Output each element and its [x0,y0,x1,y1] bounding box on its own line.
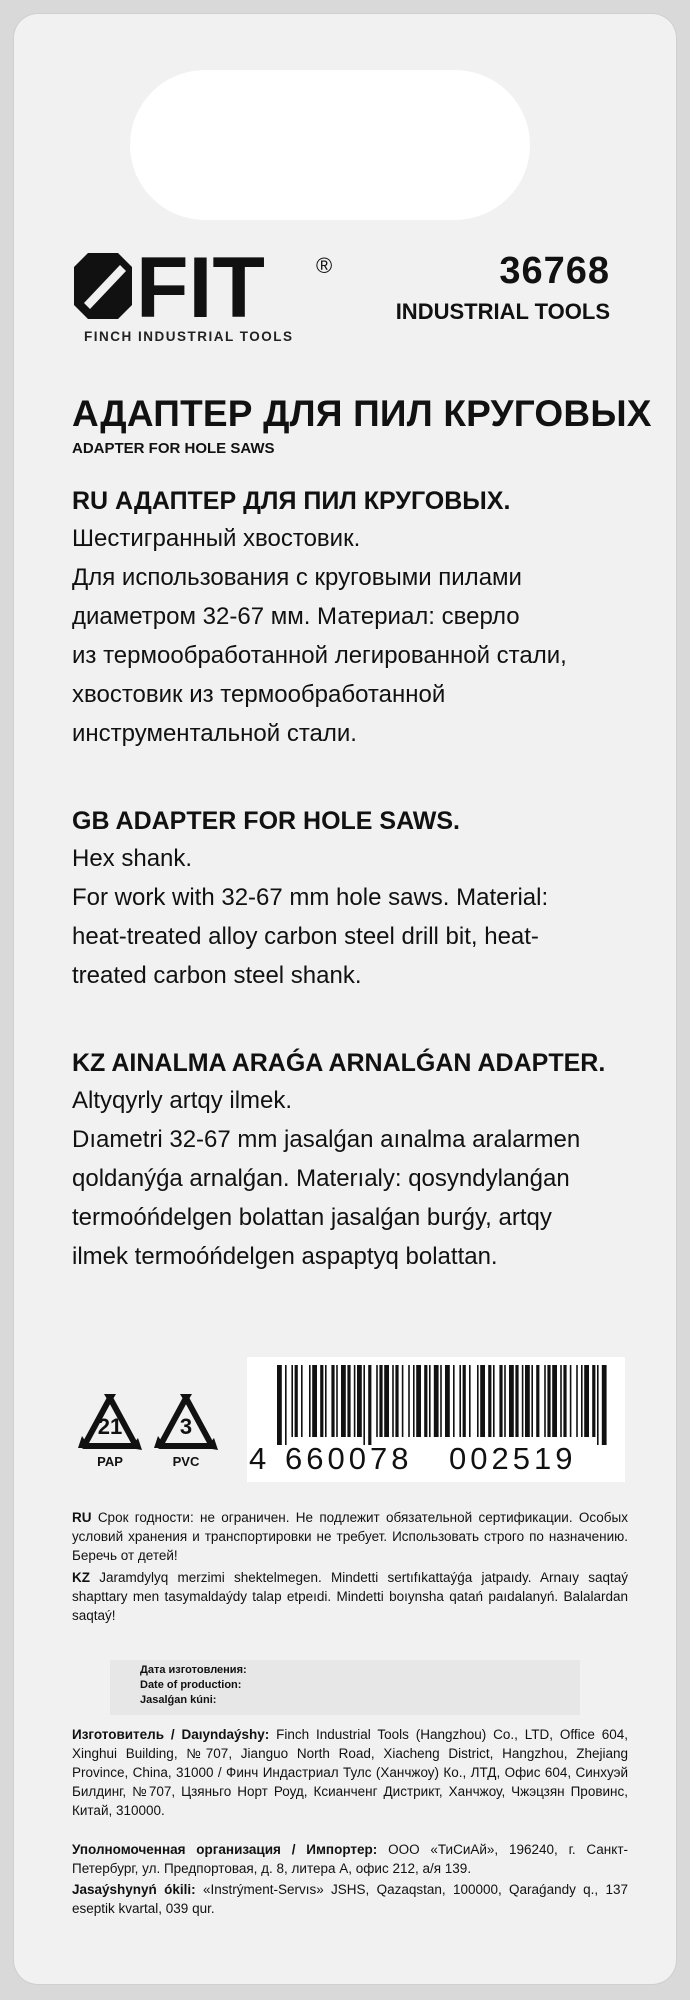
section-line: treated carbon steel shank. [72,962,362,989]
barcode-bar [504,1365,506,1437]
section-line: qoldanýǵa arnalǵan. Materıaly: qosyndylanǵan [72,1165,570,1192]
barcode-bar [312,1365,317,1437]
barcode-bar [459,1365,461,1437]
product-category: INDUSTRIAL TOOLS [395,299,610,324]
barcode-bar [408,1365,410,1437]
barcode-bar [570,1365,572,1437]
barcode-bar [522,1365,524,1437]
barcode-bar [320,1365,323,1437]
section-line: хвостовик из термообработанной [72,681,446,708]
manufacturer-label: Изготовитель / Daıyndaýshy: [72,1727,270,1742]
logo-wordmark: FIT [136,245,265,329]
barcode-bar [295,1365,298,1437]
barcode-digits-left: 660078 [285,1441,413,1476]
section-line: termoóńdelgen bolattan jasalǵan burǵy, artqy [72,1204,552,1231]
manufacturer-info [72,1725,628,1820]
barcode-bar [347,1365,350,1437]
product-title: АДАПТЕР ДЛЯ ПИЛ КРУГОВЫХ [72,393,652,434]
barcode-bar [434,1365,439,1437]
recycle-number: 3 [179,1414,193,1439]
importer-text: ООО «ТиСиАй», 196240, г. Санкт-Петербург, ул. Предпортовая, д. 8, литера А, офис 212, а/я 139. [72,1842,628,1876]
product-code-block [396,250,610,325]
section-line: Шестигранный хвостовик. [72,525,361,552]
kz-agent-label: Jasaýshynyń ókili: [72,1882,196,1897]
barcode-bar [509,1365,514,1437]
barcode-bar [376,1365,378,1437]
barcode-bar [552,1365,557,1437]
description-kz [72,1045,632,1276]
barcode-bar [341,1365,346,1437]
barcode-bar [544,1365,546,1437]
product-code: 36768 [499,250,610,292]
barcode-bar [597,1365,599,1445]
registered-mark: ® [316,253,333,278]
section-line: For work with 32-67 mm hole saws. Material: [72,884,549,911]
barcode-bar [402,1365,404,1437]
lang-tag: RU [72,1510,92,1525]
brand-tagline: FINCH INDUSTRIAL TOOLS [84,329,294,344]
barcode-bar [453,1365,455,1437]
note-text: Jaramdylyq merzimi shektelmegen. Mindetti sertıfıkattaýǵa jatpaıdy. Arnaıy saqtaý shарttary men tasymaldaýdy talap etpeıdi. Mindetti boıynsha qatań paıdalanyń. Balalardan saqtaý! [72,1570,628,1623]
section-heading: RU АДАПТЕР ДЛЯ ПИЛ КРУГОВЫХ. [72,487,511,515]
manufacturer-text: Finch Industrial Tools (Hangzhou) Co., LTD, Office 604, Xinghui Building, №707, Jianguo North Road, Xiacheng District, Hangzhou, Zhejiang Province, China, 31000 / Финч Индастриал Тулс (Ханчжоу) Ко., ЛТД, Офис 604, Синхуэй Билдинг, №707, Цзяньго Норт Роуд, Ксианченг Дистрикт, Ханчжоу, Чжэцзян Провинс, Китай, 310000. [72,1727,628,1818]
barcode-bar [325,1365,327,1437]
barcode-bar [309,1365,311,1437]
barcode-digits [247,1441,625,1477]
barcode-bar [363,1365,365,1445]
barcode-bar [413,1365,415,1437]
storage-note-ru [72,1508,628,1565]
barcode [247,1357,625,1482]
section-line: диаметром 32-67 мм. Материал: сверло [72,603,520,630]
barcode-bar [563,1365,566,1437]
barcode-bar [493,1365,495,1437]
barcode-bar [301,1365,303,1437]
section-line: из термообработанной легированной стали, [72,642,567,669]
barcode-bar [354,1365,356,1437]
barcode-bars [247,1357,625,1447]
date-label-en: Date of production: [140,1679,242,1691]
description-ru [72,483,632,753]
barcode-bar [592,1365,595,1437]
barcode-bar [285,1365,287,1445]
note-text: Срок годности: не ограничен. Не подлежит обязательной сертификации. Особых условий хранения и транспортировки не требует. Использовать строго по назначению. Беречь от детей! [72,1510,628,1563]
fit-logo-icon [70,245,340,329]
recycle-number: 21 [97,1414,123,1439]
barcode-bar [291,1365,293,1437]
section-line: инструментальной стали. [72,720,357,747]
barcode-bar [547,1365,550,1437]
barcode-bar [576,1365,578,1437]
section-heading: KZ AINALMA ARAǴA ARNALǴAN ADAPTER. [72,1049,606,1077]
barcode-bar [531,1365,533,1437]
barcode-bar [560,1365,562,1437]
section-line: Altyqyrly artqy ilmek. [72,1087,293,1114]
barcode-bar [336,1365,338,1437]
date-label-kz: Jasalǵan kúni: [140,1694,217,1706]
barcode-bar [384,1365,389,1437]
barcode-bar [277,1365,282,1445]
barcode-bar [357,1365,362,1437]
section-line: Dıametri 32-67 mm jasalǵan aınalma aralarmen [72,1126,581,1153]
brand-logo [70,245,340,350]
production-date-box [110,1660,580,1715]
barcode-bar [440,1365,442,1437]
section-heading: GB ADAPTER FOR HOLE SAWS. [72,807,460,835]
barcode-digits-right: 002519 [449,1441,577,1476]
barcode-bar [463,1365,466,1437]
date-label-ru: Дата изготовления: [140,1664,247,1676]
barcode-bar [392,1365,394,1437]
storage-note-kz [72,1568,628,1625]
recycle-symbol-pap [74,1392,146,1482]
kz-agent-text: «Instrýment-Servıs» JSHS, Qazaqstan, 100000, Qaraǵandy q., 137 eseptik kvartal, 039 qur. [72,1882,628,1916]
barcode-bar [525,1365,530,1437]
section-line: Для использования с круговыми пилами [72,564,522,591]
description-gb [72,803,632,995]
importer-label: Уполномоченная организация / Импортер: [72,1842,378,1857]
barcode-bar [395,1365,398,1437]
lang-tag: KZ [72,1570,90,1585]
barcode-bar [379,1365,382,1437]
barcode-bar [469,1365,471,1437]
barcode-bar [445,1365,450,1437]
hang-hole [130,70,530,220]
section-line: heat-treated alloy carbon steel drill bit, heat- [72,923,539,950]
barcode-bar [424,1365,427,1437]
barcode-bar [515,1365,518,1437]
barcode-bar [499,1365,502,1437]
barcode-bar [602,1365,607,1445]
recycle-symbol-pvc [150,1392,222,1482]
section-line: Hex shank. [72,845,193,872]
barcode-bar [536,1365,539,1437]
product-subtitle: ADAPTER FOR HOLE SAWS [72,440,275,457]
barcode-bar [584,1365,589,1437]
barcode-bar [416,1365,421,1437]
section-line: ilmek termoóńdelgen aspaptyq bolattan. [72,1243,498,1270]
barcode-digit-lead: 4 [249,1441,271,1476]
barcode-bar [581,1365,583,1437]
recycle-label: PVC [172,1454,200,1469]
importer-info [72,1840,628,1878]
kz-agent-info [72,1880,628,1918]
barcode-bar [429,1365,431,1437]
barcode-bar [368,1365,371,1445]
barcode-bar [477,1365,479,1437]
barcode-bar [331,1365,334,1437]
barcode-bar [488,1365,491,1437]
recycle-label: PAP [97,1454,123,1469]
barcode-bar [480,1365,485,1437]
